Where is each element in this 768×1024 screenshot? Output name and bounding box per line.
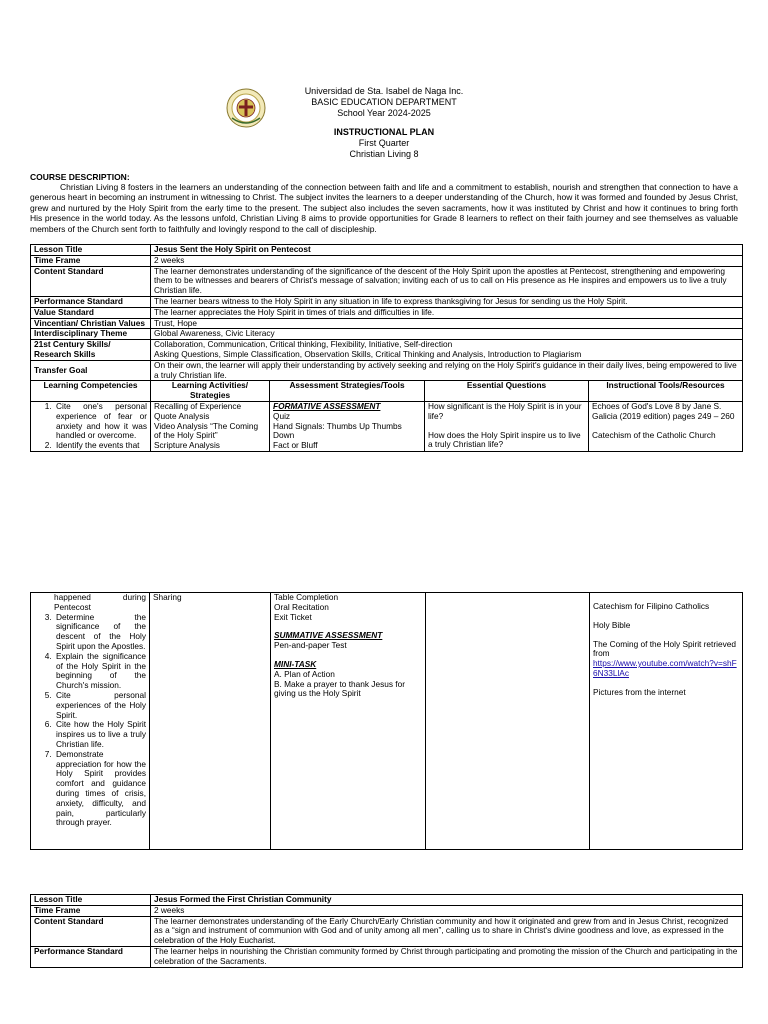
row-label: Lesson Title <box>31 245 151 256</box>
assessment-cell <box>270 401 425 451</box>
table-row <box>31 916 743 946</box>
row-value: 2 weeks <box>151 255 743 266</box>
table-row <box>31 318 743 329</box>
row-label: Value Standard <box>31 307 151 318</box>
row-value: The learner demonstrates understanding of the Early Church/Early Christian community and how it originated and grew from and in Jesus Christ, recognized as a “sign and instrument of communion with God and of unity among all men”, calling us to share in Christ's divine goodness and love, as expressed in the celebration of the Holy Eucharist. <box>151 916 743 946</box>
formative-heading: FORMATIVE ASSESSMENT <box>273 400 381 411</box>
questions-cell <box>425 401 589 451</box>
document-header <box>0 86 768 160</box>
competencies-cell <box>31 401 151 451</box>
table-row <box>31 360 743 381</box>
list-item: Catechism for Filipino Catholics <box>593 601 710 611</box>
list-item: Table Completion <box>274 592 339 602</box>
list-item: Fact or Bluff <box>273 440 318 451</box>
resources-cell <box>589 401 743 451</box>
column-header: Learning Activities/ Strategies <box>151 381 270 402</box>
list-item: 4. Explain the significance of the Holy Spirit in the beginning of the Church's mission. <box>54 652 146 691</box>
lesson-title-value: Jesus Formed the First Christian Community <box>151 895 743 906</box>
course-description-heading: COURSE DESCRIPTION: <box>30 172 130 182</box>
table-row <box>31 296 743 307</box>
activities-cell <box>151 401 270 451</box>
column-header: Learning Competencies <box>31 381 151 402</box>
course-description-text: Christian Living 8 fosters in the learners an understanding of the connection between faith and life and a commitment to establish, nourish and strengthen that connection to have a generous heart in becoming an instrument in witnessing to Christ. The subject invites the learners to a deeper understanding of the Church, how it was formed and founded by Jesus Christ, grew and nurtured by the Holy Spirit from the early time to the present. The subject also includes the seven sacraments, how it was instituted by Christ and how it continues to bring forth His presence in the world today. As the lessons unfold, Christian Living 8 aims to provide opportunities for Grade 8 learners to reflect on their faith journey and see themselves as valuable members of the Church sent forth to faithfully and lovingly respond to the call of discipleship. <box>30 182 738 234</box>
row-value: On their own, the learner will apply their understanding by actively seeking and relying on the Holy Spirit's guidance in their daily lives, being empowered to live a truly Christian life. <box>151 360 743 381</box>
row-label: Content Standard <box>31 916 151 946</box>
list-item: B. Make a prayer to thank Jesus for giving us the Holy Spirit <box>274 678 405 699</box>
resources-cell <box>590 593 743 850</box>
table-row <box>31 329 743 340</box>
list-item: Quiz <box>273 410 291 421</box>
video-link[interactable]: https://www.youtube.com/watch?v=shF6N33LlAc <box>593 658 737 678</box>
table-row <box>31 401 743 451</box>
table-row <box>31 255 743 266</box>
plan-title: INSTRUCTIONAL PLAN <box>333 127 435 137</box>
column-header-row <box>31 381 743 402</box>
list-item: 2. Identify the events that <box>54 441 147 451</box>
table-row <box>31 340 743 361</box>
lesson1-table <box>30 244 743 452</box>
list-item: Video Analysis “The Coming of the Holy Spirit” <box>154 420 259 441</box>
row-label: Performance Standard <box>31 296 151 307</box>
list-item: Recalling of Experience <box>154 400 242 411</box>
table-row <box>31 245 743 256</box>
list-item: Sharing <box>153 592 182 602</box>
table-row <box>31 266 743 296</box>
list-item: 3. Determine the significance of the descent of the Holy Spirit upon the Apostles. <box>54 613 146 652</box>
row-value: 2 weeks <box>151 905 743 916</box>
list-item: Quote Analysis <box>154 410 210 421</box>
list-item: How significant is the Holy Spirit is in your life? <box>428 400 582 421</box>
list-item: How does the Holy Spirit inspire us to live a truly Christian life? <box>428 429 581 450</box>
row-label: Interdisciplinary Theme <box>31 329 151 340</box>
department-name: BASIC EDUCATION DEPARTMENT <box>311 97 457 107</box>
row-value <box>151 340 743 361</box>
row-label: Time Frame <box>31 255 151 266</box>
row-value: Global Awareness, Civic Literacy <box>151 329 743 340</box>
table-row <box>31 307 743 318</box>
skills-line: Collaboration, Communication, Critical thinking, Flexibility, Initiative, Self-direction <box>154 339 453 350</box>
list-item: happened during Pentecost <box>54 592 146 612</box>
row-label: Transfer Goal <box>31 360 151 381</box>
questions-cell <box>426 593 590 850</box>
list-item: Exit Ticket <box>274 611 312 622</box>
column-header: Assessment Strategies/Tools <box>270 381 425 402</box>
list-item: 6. Cite how the Holy Spirit inspires us to live a truly Christian life. <box>54 720 146 749</box>
row-label: Lesson Title <box>31 895 151 906</box>
row-value: The learner demonstrates understanding of the significance of the descent of the Holy Spirit upon the apostles at Pentecost, strengthening and empowering them to be witnesses and bearers of Christ's message of salvation; inviting each of us to call on His presence as He inspires and empowers us to live a truly Christian life. <box>151 266 743 296</box>
column-header: Essential Questions <box>425 381 589 402</box>
subject-name: Christian Living 8 <box>349 149 419 159</box>
quarter: First Quarter <box>358 138 410 148</box>
list-item: Oral Recitation <box>274 601 329 612</box>
list-item: The Coming of the Holy Spirit retrieved from <box>593 638 736 659</box>
row-value: The learner appreciates the Holy Spirit in times of trials and difficulties in life. <box>151 307 743 318</box>
row-label: Vincentian/ Christian Values <box>31 318 151 329</box>
school-year: School Year 2024-2025 <box>337 108 431 118</box>
row-value: The learner helps in nourishing the Christian community formed by Christ through participating and promoting the mission of the Church and participating in the celebration of the Sacraments. <box>151 946 743 967</box>
row-value: The learner bears witness to the Holy Spirit in any situation in life to express thanksgiving for Jesus for sending us the Holy Spirit. <box>151 296 743 307</box>
table-row <box>31 593 743 850</box>
lesson2-table <box>30 894 743 968</box>
list-item: Hand Signals: Thumbs Up Thumbs Down <box>273 420 402 441</box>
row-value: Trust, Hope <box>151 318 743 329</box>
assessment-cell <box>271 593 426 850</box>
table-row <box>31 946 743 967</box>
list-item: Holy Bible <box>593 619 631 630</box>
competencies-cell <box>31 593 150 850</box>
row-label: 21st Century Skills/ Research Skills <box>31 340 151 361</box>
row-label: Time Frame <box>31 905 151 916</box>
list-item: Echoes of God's Love 8 by Jane S. Galicia (2019 edition) pages 249 – 260 <box>592 400 735 421</box>
list-item: 7. Demonstrate appreciation for how the Holy Spirit provides comfort and guidance during times of crisis, anxiety, difficulty, and pain, particularly through prayer. <box>54 750 146 828</box>
row-label: Performance Standard <box>31 946 151 967</box>
list-item: A. Plan of Action <box>274 668 335 679</box>
list-item: Scripture Analysis <box>154 440 220 451</box>
list-item: Catechism of the Catholic Church <box>592 429 716 440</box>
lesson-title-value: Jesus Sent the Holy Spirit on Pentecost <box>151 245 743 256</box>
school-name: Universidad de Sta. Isabel de Naga Inc. <box>304 86 464 96</box>
list-item: Pen-and-paper Test <box>274 640 347 651</box>
minitask-heading: MINI-TASK <box>274 658 317 669</box>
column-header: Instructional Tools/Resources <box>589 381 743 402</box>
summative-heading: SUMMATIVE ASSESSMENT <box>274 630 383 641</box>
list-item: 1. Cite one's personal experience of fear or anxiety and how it was handled or overcome. <box>54 402 147 441</box>
table-row <box>31 895 743 906</box>
table-row <box>31 905 743 916</box>
research-skills-line: Asking Questions, Simple Classification, Observation Skills, Critical Thinking and Analysis, Introduction to Plagiarism <box>154 348 582 359</box>
lesson1-continued-table <box>30 592 743 850</box>
list-item: Pictures from the internet <box>593 686 686 697</box>
list-item: 5. Cite personal experiences of the Holy Spirit. <box>54 691 146 720</box>
row-label: Content Standard <box>31 266 151 296</box>
activities-cell <box>150 593 271 850</box>
